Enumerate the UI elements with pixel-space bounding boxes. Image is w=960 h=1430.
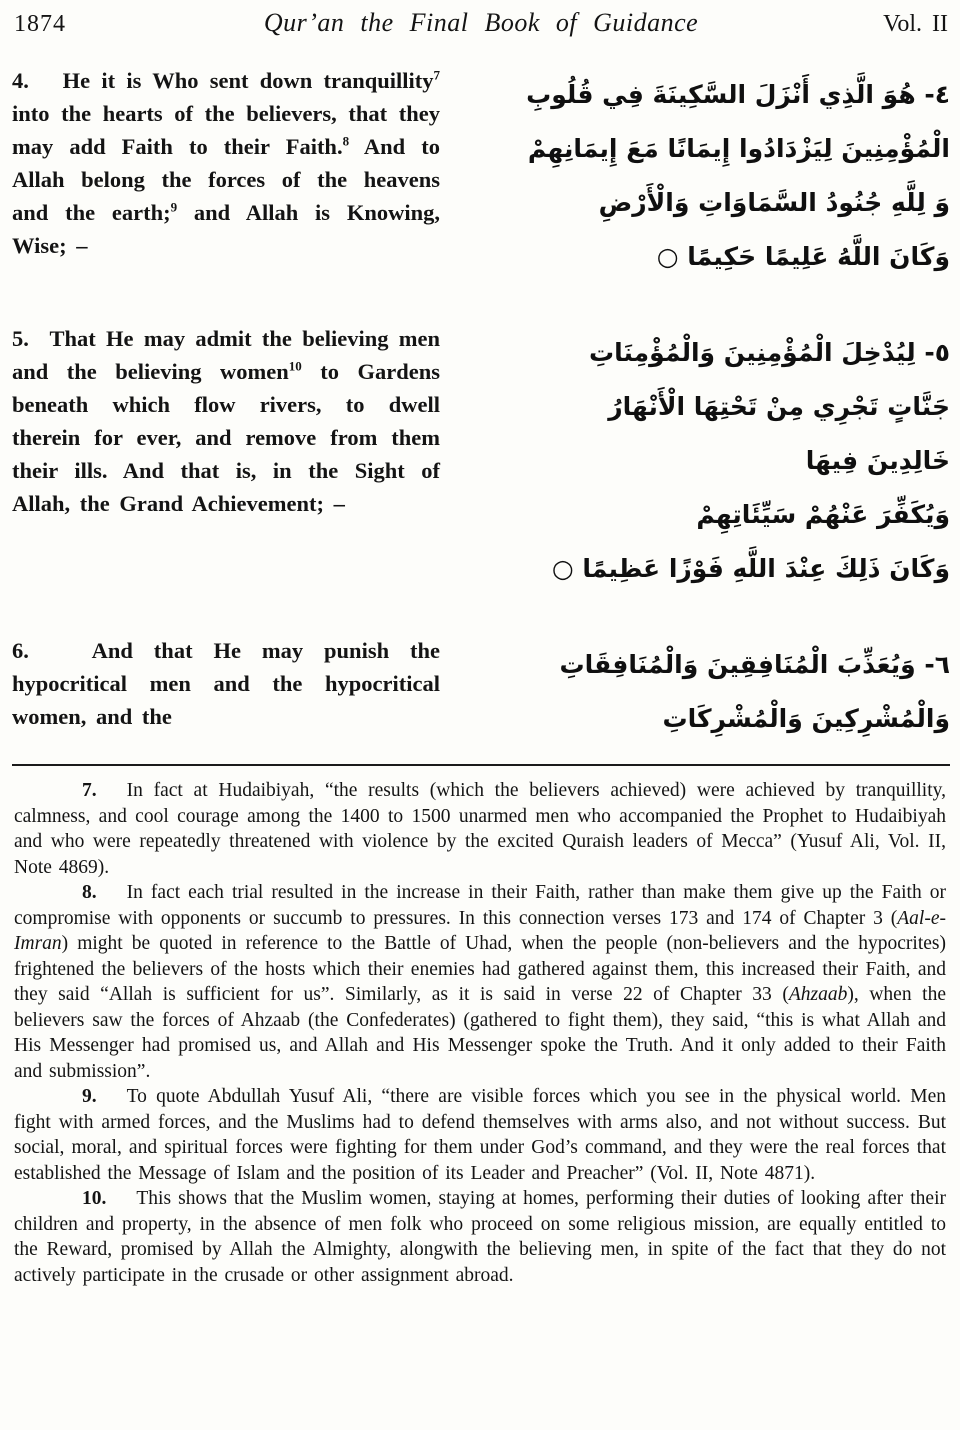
arabic-verse-line: وَكَانَ ذَلِكَ عِنْدَ اللَّهِ فَوْزًا عَظِيمًا ○	[551, 554, 950, 583]
footnote-7-text: In fact at Hudaibiyah, “the results (which the believers achieved) were achieved by tranquillity, calmness, and cool courage among the 1400 to 1500 unarmed men who accompanied the Prophet to Hudaibiyah and who were repeatedly threatened with violence by the excited Quraish leaders of Mecca” (Yusuf Ali, Vol. II, Note 4869).	[14, 780, 946, 878]
arabic-verse-line: جَنَّاتٍ تَجْرِي مِنْ تَحْتِهَا الْأَنْهَارُ	[608, 392, 950, 421]
verse-4-row	[12, 64, 950, 284]
verse-4-english-text: 4. He it is Who sent down tranquillity$^7$ into the hearts of the believers, that they may add Faith to their Faith.$^8$ And to Allah belong the forces of the heavens and the earth;$^9$ and Allah is Knowing, Wise; –	[12, 67, 440, 258]
footnote-10-text: This shows that the Muslim women, staying at homes, performing their duties of looking after their children and property, in the absence of men folk who proceed on some religious mission, are equally entitled to the Reward, promised by Allah the Almighty, alongwith the believing men, in spite of the fact that they do not actively participate in the crusade or other assignment abroad.	[14, 1188, 946, 1286]
arabic-verse-line: ٤- هُوَ الَّذِي أَنْزَلَ السَّكِينَةَ فِي قُلُوبِ	[526, 80, 950, 109]
volume-label: Vol. II	[883, 11, 948, 37]
footnote-10-number: 10.	[82, 1188, 107, 1209]
page-number: 1874	[14, 11, 66, 37]
verses-section	[12, 64, 950, 746]
footnote-7	[14, 778, 946, 880]
footnote-9-text: To quote Abdullah Yusuf Ali, “there are visible forces which you see in the physical world. Men fight with armed forces, and the Muslims had to defend themselves with arms also, and not without success. But social, moral, and spiritual forces were fighting for them under God’s command, and they were the real forces that established the Message of Islam and the position of its Leader and Preacher” (Vol. II, Note 4871).	[14, 1086, 946, 1184]
verse-6-arabic-text	[462, 634, 950, 746]
page-header	[12, 6, 950, 38]
footnote-8-text: In fact each trial resulted in the increase in their Faith, rather than make them give up the Faith or compromise with opponents or succumb to pressures. In this connection verses 173 and 174 of Chapter 3 (Aal-e-Imran) might be quoted in reference to the Battle of Uhad, when the people (non-believers and the hypocrites) frightened the believers of the hosts which their enemies had gathered against them, this increased their Faith, and they said “Allah is sufficient for us”. Similarly, as it is said in verse 22 of Chapter 33 (Ahzaab), when the believers saw the forces of Ahzaab (the Confederates) (gathered to fight them), they said, “this is what Allah and His Messenger had promised us, and Allah and His Messenger spoke the Truth. And it only added to their Faith and submission”.	[14, 882, 946, 1082]
footnote-7-number: 7.	[82, 780, 97, 801]
verse-6-english-text: 6. And that He may punish the hypocritical men and the hypocritical women, and the	[12, 638, 440, 729]
footnote-10	[14, 1186, 946, 1288]
page-title: Qur’an the Final Book of Guidance	[263, 8, 699, 37]
footnote-8	[14, 880, 946, 1084]
footnote-9	[14, 1084, 946, 1186]
verse-4-arabic-text	[462, 64, 950, 284]
arabic-verse-line: وَكَانَ اللَّهُ عَلِيمًا حَكِيمًا ○	[656, 242, 950, 271]
verse-5-english-text: 5. That He may admit the believing men and the believing women$^{10}$ to Gardens beneath which flow rivers, to dwell therein for ever, and remove from them their ills. And that is, in the Sight of Allah, the Grand Achievement; –	[12, 326, 441, 516]
verse-6-row	[12, 634, 950, 746]
footnotes-section	[12, 778, 950, 1288]
footnote-divider	[12, 764, 950, 766]
arabic-verse-line: ٦- وَيُعَذِّبَ الْمُنَافِقِينَ وَالْمُنَافِقَاتِ	[559, 650, 950, 679]
footnote-8-number: 8.	[82, 882, 97, 903]
arabic-verse-line: ٥- لِيُدْخِلَ الْمُؤْمِنِينَ وَالْمُؤْمِنَاتِ	[588, 338, 950, 367]
arabic-verse-line: وَالْمُشْرِكِينَ وَالْمُشْرِكَاتِ	[662, 704, 950, 733]
arabic-verse-line: الْمُؤْمِنِينَ لِيَزْدَادُوا إِيمَانًا مَعَ إِيمَانِهِمْ	[527, 134, 950, 163]
verse-5-arabic-text	[462, 322, 950, 596]
arabic-verse-line: وَيُكَفِّرَ عَنْهُمْ سَيِّئَاتِهِمْ	[696, 500, 950, 529]
verse-5-row	[12, 322, 950, 596]
arabic-verse-line: وَ لِلَّهِ جُنُودُ السَّمَاوَاتِ وَالْأَرْضِ	[598, 188, 950, 217]
footnote-9-number: 9.	[82, 1086, 97, 1107]
arabic-verse-line: خَالِدِينَ فِيهَا	[805, 446, 950, 475]
